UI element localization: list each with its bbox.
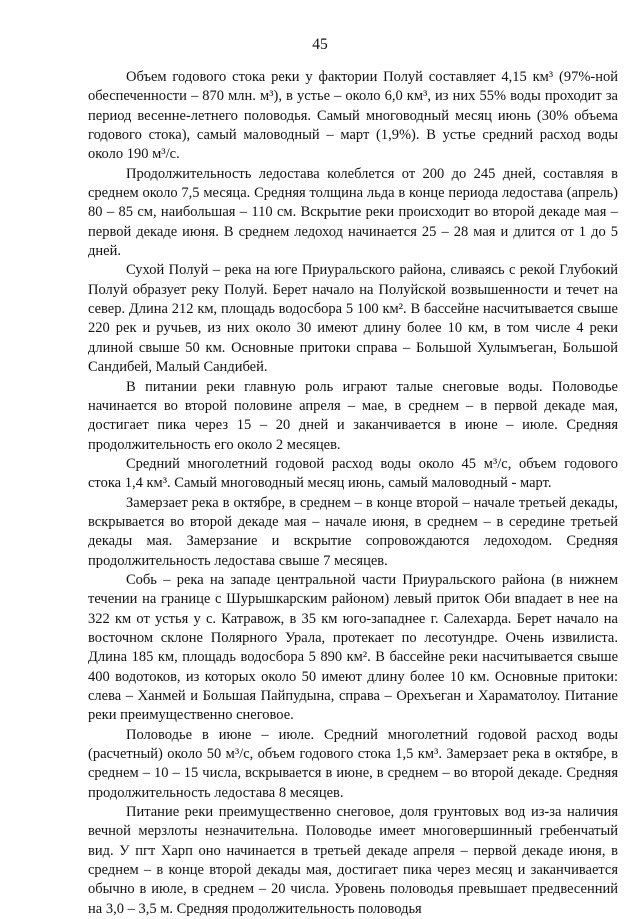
paragraph: Замерзает река в октябре, в среднем – в конце второй – начале третьей декады, вскрывается во второй декаде мая – начале июня, в среднем – в середине третьей декады мая. Замерзание и вскрытие сопровождаются ледоходом. Средняя продолжительность ледостава свыше 7 месяцев. [88, 494, 618, 569]
body-text [88, 68, 618, 919]
paragraph: Средний многолетний годовой расход воды около 45 м³/с, объем годового стока 1,4 км³. Самый многоводный месяц июнь, самый маловодный - март. [88, 455, 618, 492]
paragraph: В питании реки главную роль играют талые снеговые воды. Половодье начинается во второй половине апреля – мае, в среднем – в первой декаде мая, достигает пика через 15 – 20 дней и заканчивается в июне – июле. Средняя продолжительность его около 2 месяцев. [88, 378, 618, 453]
paragraph: Сухой Полуй – река на юге Приуральского района, сливаясь с рекой Глубокий Полуй образует реку Полуй. Берет начало на Полуйской возвышенности и течет на север. Длина 212 км, площадь водосбора 5 100 км². В бассейне насчитывается свыше 220 рек и ручьев, из них около 30 имеют длину более 10 км, в том числе 4 реки длиной свыше 50 км. Основные притоки справа – Большой Хулымъеган, Большой Сандибей, Малый Сандибей. [88, 262, 618, 376]
paragraph: Объем годового стока реки у фактории Полуй составляет 4,15 км³ (97%-ной обеспеченности – 870 млн. м³), в устье – около 6,0 км³, из них 55% воды проходит за период весенне-летнего половодья. Самый многоводный месяц июнь (30% объема годового стока), самый маловодный – март (1,9%). В устье средний расход воды около 190 м³/с. [88, 69, 618, 163]
paragraph: Питание реки преимущественно снеговое, доля грунтовых вод из-за наличия вечной мерзлоты незначительна. Половодье имеет многовершинный гребенчатый вид. У пгт Харп оно начинается в третьей декаде апреля – первой декаде июня, в среднем – в конце второй декады мая, достигает пика через месяц и заканчивается обычно в июле, в среднем – 20 числа. Уровень половодья превышает предвесенний на 3,0 – 3,5 м. Средняя продолжительность половодья [88, 804, 618, 917]
paragraph: Продолжительность ледостава колеблется от 200 до 245 дней, составляя в среднем около 7,5 месяца. Средняя толщина льда в конце периода ледостава (апрель) 80 – 85 см, наибольшая – 110 см. Вскрытие реки происходит во второй декаде мая – первой декаде июня. В среднем ледоход начинается 25 – 28 мая и длится от 1 до 5 дней. [88, 165, 618, 260]
paragraph: Собь – река на западе центральной части Приуральского района (в нижнем течении на границе с Шурышкарским районом) левый приток Оби впадает в нее на 322 км от устья у с. Катравож, в 35 км юго-западнее г. Салехарда. Берет начало на восточном склоне Полярного Урала, протекает по лесотундре. Очень извилиста. Длина 185 км, площадь водосбора 5 890 км². В бассейне реки насчитывается свыше 400 водотоков, из которых около 50 имеют длину более 10 км. Основные притоки: слева – Ханмей и Большая Пайпудына, справа – Орехъеган и Хараматолоу. Питание реки преимущественно снеговое. [88, 571, 618, 724]
paragraph: Половодье в июне – июле. Средний многолетний годовой расход воды (расчетный) около 50 м³/с, объем годового стока 1,5 км³. Замерзает река в октябре, в среднем – 10 – 15 числа, вскрывается в июне, в среднем – во второй декаде. Средняя продолжительность ледостава 8 месяцев. [88, 726, 618, 801]
page-number: 45 [312, 36, 328, 53]
